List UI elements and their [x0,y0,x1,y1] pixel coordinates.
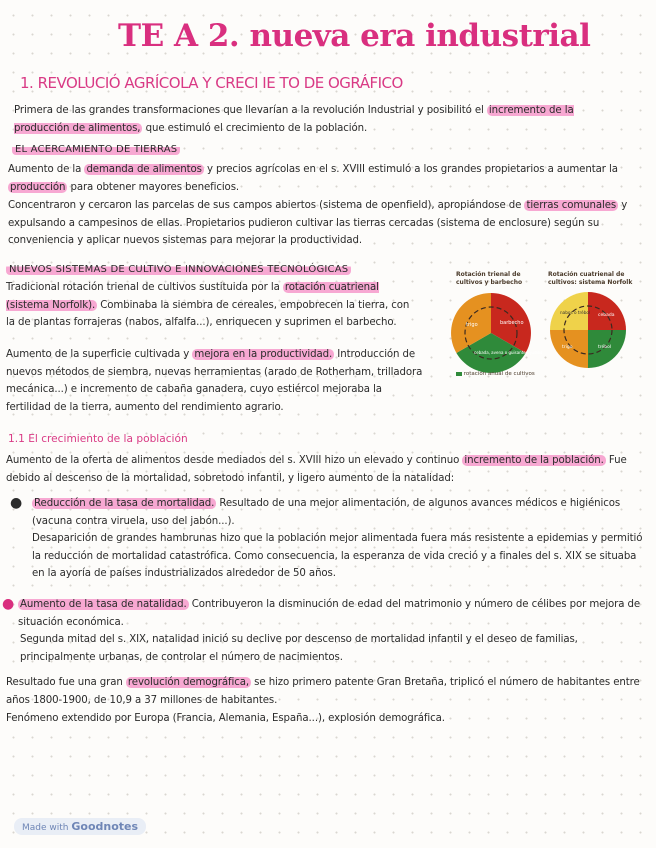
mortalidad-bullet-detail: Desaparición de grandes hambrunas hizo que la población mejor alimentada fuera más resistente a epidemias y permitió la reducción de mortalidad catastrófica. Como consecuencia, la esperanza de vida creció y a finales del s. XIX se situaba en la ayoría de países industrializados alrededor de 50 años. [32,533,643,580]
mortalidad-bullet: Reducción de la tasa de mortalidad. Resultado de una mejor alimentación, de algunos avances médicos e higiénicos (vacuna contra viruela, uso del jabón...). [32,498,621,527]
poblacion-paragraph-1: Aumento de la oferta de alimentos desde mediados del s. XVIII hizo un elevado y continuo incremento de la población. Fue debido al descenso de la mortalidad, sobretodo infantil, y ligero aumento de la natalidad: [6,455,627,484]
section-heading: 1. REVOLUCIÓ AGRÍCOLA Y CRECI IE TO DE OGRÁFICO [20,74,403,92]
poblacion-heading: 1.1 El crecimiento de la población [8,433,188,445]
trienal-diagram-title: Rotación trienal de cultivos y barbecho [456,271,523,286]
acercamiento-paragraph-2: Concentraron y cercaron las parcelas de sus campos abiertos (sistema de openfield), apropiándose de tierras comunales y expulsando a campesinos de ellas. Propietarios pudieron cultivar las tierras cercadas (sistema de enclosure) según su conveniencia y aplicar nuevos sistemas para mejorar la productividad. [8,200,628,247]
legend-swatch-icon [456,372,462,376]
cuatrienal-sector-cebada [588,292,626,330]
natalidad-bullet: Aumento de la tasa de natalidad. Contribuyeron la disminución de edad del matrimonio y número de célibes por mejora de situación económica. [18,599,641,628]
trienal-label-barbecho: barbecho [500,320,524,326]
poblacion-paragraph-2: Resultado fue una gran revolución demográfica, se hizo primero patente Gran Bretaña, triplicó el número de habitantes entre años 1800-1900, de 10,9 a 37 millones de habitantes. [6,677,640,706]
trienal-label-cebada: cebada, avena o guisantes, judías [474,350,543,355]
bullet-icon: ● [2,596,15,612]
cuatrienal-label-cebada: cebada [598,313,615,318]
cuatrienal-label-trebol: trébol [598,345,612,350]
page-title: TE A 2. nueva era industrial [118,18,591,54]
cultivo-paragraph-2: Aumento de la superficie cultivada y mejora en la productividad. Introducción de nuevos métodos de siembra, nuevas herramientas (arado de Rotherham, trilladora mecánica...) e incremento de cabaña ganadera, cuyo estiércol mejoraba la fertilidad de la tierra, aumento del rendimiento agrario. [6,349,423,413]
trienal-label-trigo: trigo [466,322,478,328]
goodnotes-badge[interactable]: Made with Goodnotes [14,818,146,835]
intro-paragraph: Primera de las grandes transformaciones que llevarían a la revolución Industrial y posibilitó el incremento de la producción de alimentos, que estimuló el crecimiento de la población. [14,105,574,134]
trienal-rotation-diagram [448,290,543,376]
cuatrienal-diagram-title: Rotación cuatrienal de cultivos: sistema Norfolk [548,271,633,286]
bullet-icon: ● [10,495,23,511]
acercamiento-paragraph-1: Aumento de la demanda de alimentos y precios agrícolas en el s. XVIII estimuló a los grandes propietarios a aumentar la producción para obtener mayores beneficios. [8,164,618,193]
cultivo-heading: NUEVOS SISTEMAS DE CULTIVO E INNOVACIONES TECNOLÓGICAS [6,264,351,275]
cuatrienal-label-nabos: nabos o trébol [560,310,591,315]
poblacion-paragraph-3: Fenómeno extendido por Europa (Francia, Alemania, España...), explosión demográfica. [6,713,445,724]
natalidad-bullet-detail: Segunda mitad del s. XIX, natalidad inició su declive por descenso de mortalidad infantil y el deseo de familias, principalmente urbanas, de controlar el número de nacimientos. [20,634,578,663]
acercamiento-heading: EL ACERCAMIENTO DE TIERRAS [12,144,180,155]
diagram-legend: rotación anual de cultivos [456,371,535,377]
cuatrienal-label-trigo: trigo [562,345,573,350]
cuatrienal-rotation-diagram [548,290,628,370]
cultivo-paragraph-1: Tradicional rotación trienal de cultivos sustituida por la rotación cuatrienal (sistema Norfolk). Combinaba la siembra de cereales, empobrecen la tierra, con la de plantas forrajeras (nabos, alfalfa...), enriquecen y suprimen el barbecho. [6,282,410,329]
